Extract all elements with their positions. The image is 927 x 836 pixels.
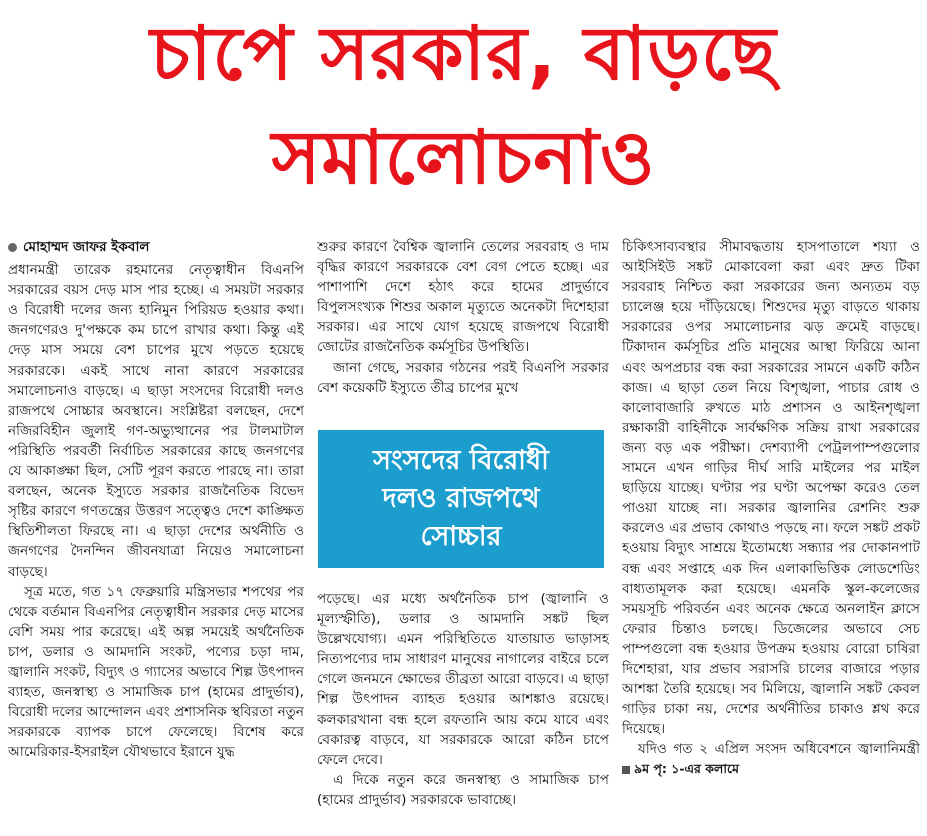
paragraph: শুরুর কারণে বৈশ্বিক জ্বালানি তেলের সরবরাহ ও দাম বৃদ্ধির কারণে সরকারকে বেশ বেগ পেতে হচ্ছে। এর পাশাপাশি দেশে হঠাৎ করে হামের প্রাদুর্ভাবে বিপুলসংখ্যক শিশুর অকাল মৃত্যুতে অনেকটা দিশেহারা সরকার। এর সাথে যোগ হয়েছে রাজপথে বিরোধী জোটের রাজনৈতিক কর্মসূচির উপস্থিতি।: [317, 239, 609, 356]
paragraph: [622, 739, 920, 779]
column-2-lower: [317, 589, 609, 810]
paragraph: জানা গেছে, সরকার গঠনের পরই বিএনপি সরকার বেশ কয়েকটি ইস্যুতে তীব্র চাপের মুখে: [317, 359, 609, 396]
paragraph-text: যদিও গত ২ এপ্রিল সংসদ অধিবেশনে জ্বালানিমন্ত্রী: [638, 741, 920, 758]
pull-quote-box: [318, 430, 604, 568]
byline: [8, 237, 304, 257]
headline: [0, 2, 927, 210]
article-column-1: [8, 237, 304, 833]
headline-line-1: চাপে সরকার, বাড়ছে: [150, 11, 777, 97]
pull-quote-line-3: সোচ্চার: [420, 521, 502, 552]
byline-bullet-icon: [8, 243, 17, 252]
pull-quote-line-1: সংসদের বিরোধী: [373, 445, 549, 476]
article-column-3: [622, 237, 920, 833]
headline-line-2: সমালোচনাও: [271, 115, 656, 201]
paragraph: প্রধানমন্ত্রী তারেক রহমানের নেতৃত্বাধীন বিএনপি সরকারের বয়স দেড় মাস পার হচ্ছে। এ সময়টা সরকার ও বিরোধী দলের জন্য হানিমুন পিরিয়ড হওয়ার কথা। জনগণেরও দু'পক্ষকে কম চাপে রাখার কথা। কিন্তু এই দেড় মাস সময়ে বেশ চাপের মুখে পড়তে হয়েছে সরকারকে। একই সাথে নানা কারণে সরকারের সমালোচনাও বাড়ছে। এ ছাড়া সংসদের বিরোধী দলও রাজপথে সোচ্চার অবস্থানে। সংশ্লিষ্টরা বলছেন, দেশে নজিরবিহীন জুলাই গণ-অভ্যুত্থানের পর টালমাটাল পরিস্থিতি পরবর্তী নির্বাচিত সরকারের কাছে জনগণের যে আকাঙ্ক্ষা ছিল, সেটি পূরণ করতে পারছে না। তারা বলছেন, অনেক ইস্যুতে সরকার রাজনৈতিক বিভেদ সৃষ্টির কারণে গণতন্ত্রের উত্তরণ সত্ত্বেও দেশে কাঙ্ক্ষিত স্থিতিশীলতা ফিরছে না। এ ছাড়া দেশের অর্থনীতি ও জনগণের দৈনন্দিন জীবনযাত্রা নিয়েও সমালোচনা বাড়ছে।: [8, 262, 304, 580]
byline-author: মোহাম্মদ জাফর ইকবাল: [23, 239, 150, 255]
paragraph: এ দিকে নতুন করে জনস্বাস্থ্য ও সামাজিক চাপ (হামের প্রাদুর্ভাব) সরকারকে ভাবাচ্ছে।: [317, 771, 609, 808]
pull-quote-line-2: দলও রাজপথে: [382, 483, 540, 514]
continued-text: ৯ম পৃ: ১-এর কলামে: [634, 761, 739, 777]
paragraph: সূত্র মতে, গত ১৭ ফেব্রুয়ারি মন্ত্রিসভার শপথের পর থেকে বর্তমান বিএনপির নেতৃত্বাধীন সরকার দেড় মাসের বেশি সময় পার করেছে। এই অল্প সময়েই অর্থনৈতিক চাপ, ডলার ও আমদানি সংকট, পণ্যের চড়া দাম, জ্বালানি সংকট, বিদ্যুৎ ও গ্যাসের অভাবে শিল্প উৎপাদন ব্যাহত, জনস্বাস্থ্য ও সামাজিক চাপ (হামের প্রাদুর্ভাব), বিরোধী দলের আন্দোলন এবং প্রশাসনিক স্থবিরতা নতুন সরকারকে ব্যাপক চাপে ফেলেছে। বিশেষ করে আমেরিকার-ইসরাইল যৌথভাবে ইরানে যুদ্ধ: [8, 583, 304, 761]
square-bullet-icon: [622, 766, 630, 774]
continued-marker: [622, 761, 739, 776]
paragraph: পড়েছে। এর মধ্যে অর্থনৈতিক চাপ (জ্বালানি ও মূল্যস্ফীতি), ডলার ও আমদানি সঙ্কট ছিল উল্লেখযোগ্য। এমন পরিস্থিতিতে যাতায়াত ভাড়াসহ নিত্যপণ্যের দাম সাধারণ মানুষের নাগালের বাইরে চলে গেলে জনমনে ক্ষোভের তীব্রতা আরো বাড়বে। এ ছাড়া শিল্প উৎপাদন ব্যাহত হওয়ার আশঙ্কাও রয়েছে। কলকারখানা বন্ধ হলে রফতানি আয় কমে যাবে এবং বেকারত্ব বাড়বে, যা সরকারকে আরো কঠিন চাপে ফেলে দেবে।: [317, 591, 609, 768]
paragraph: চিকিৎসাব্যবস্থার সীমাবদ্ধতায় হাসপাতালে শয্যা ও আইসিইউ সঙ্কট মোকাবেলা করা এবং দ্রুত টিকা সরবরাহ নিশ্চিত করা সরকারের জন্য অন্যতম বড় চ্যালেঞ্জ হয়ে দাঁড়িয়েছে। শিশুদের মৃত্যু বাড়তে থাকায় সরকারের ওপর সমালোচনার ঝড় ক্রমেই বাড়ছে। টিকাদান কর্মসূচির প্রতি মানুষের আস্থা ফিরিয়ে আনা এবং অপপ্রচার বন্ধ করা সরকারের সামনে একটি কঠিন কাজ। এ ছাড়া তেল নিয়ে বিশৃঙ্খলা, পাচার রোধ ও কালোবাজারি রুখতে মাঠ প্রশাসন ও আইনশৃঙ্খলা রক্ষাকারী বাহিনীকে সার্বক্ষণিক সক্রিয় রাখা সরকারের জন্য বড় এক পরীক্ষা। দেশব্যাপী পেট্রলপাম্পগুলোর সামনে এখন গাড়ির দীর্ঘ সারি মাইলের পর মাইল ছাড়িয়ে যাচ্ছে। ঘণ্টার পর ঘণ্টা অপেক্ষা করেও তেল পাওয়া যাচ্ছে না। সরকার জ্বালানির রেশনিং শুরু করলেও এর প্রভাব কোথাও পড়ছে না। ফলে সঙ্কট প্রকট হওয়ায় বিদ্যুৎ সাশ্রয়ে ইতোমধ্যে সন্ধ্যার পর দোকানপাট বন্ধ এবং সপ্তাহে এক দিন এলাকাভিত্তিক লোডশেডিং বাধ্যতামূলক করা হয়েছে। এমনকি স্কুল-কলেজের সময়সূচি পরিবর্তন এবং অনেক ক্ষেত্রে অনলাইন ক্লাসে ফেরার চিন্তাও চলছে। ডিজেলের অভাবে সেচ পাম্পগুলো বন্ধ হওয়ার উপক্রম হওয়ায় বোরো চাষিরা দিশেহারা, যার প্রভাব সরাসরি চালের বাজারে পড়ার আশঙ্কা তৈরি হয়েছে। সব মিলিয়ে, জ্বালানি সঙ্কট কেবল গাড়ির চাকা নয়, দেশের অর্থনীতির চাকাও শ্লথ করে দিয়েছে।: [622, 239, 920, 738]
